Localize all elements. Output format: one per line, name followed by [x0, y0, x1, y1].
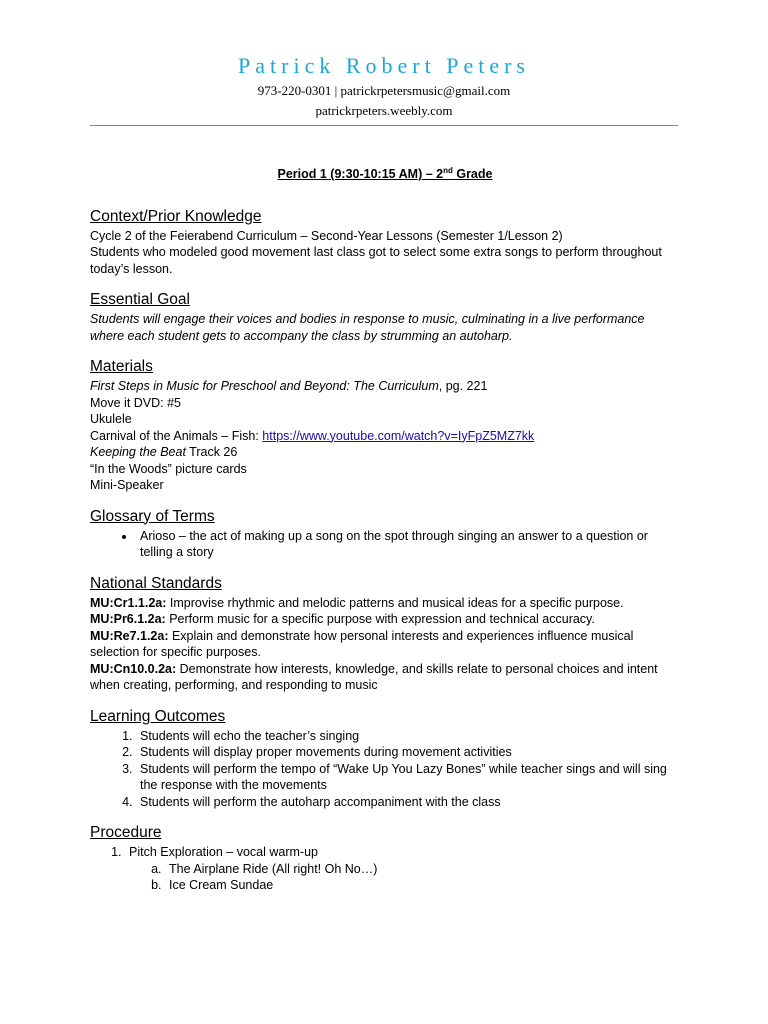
procedure-substeps — [129, 861, 680, 894]
outcome-item: 3. Students will perform the tempo of “Wake Up You Lazy Bones” while teacher sings and will sing the response with the movements — [136, 761, 680, 794]
standard-item: MU:Cr1.1.2a: Improvise rhythmic and melodic patterns and musical ideas for a specific purpose. — [90, 595, 624, 610]
material-picture-cards: “In the Woods” picture cards — [90, 461, 247, 476]
procedure-step: 1. Pitch Exploration – vocal warm-up a. The Airplane Ride (All right! Oh No…) b. Ice Cream Sundae — [125, 844, 680, 894]
outcome-item: 2. Students will display proper movements during movement activities — [136, 744, 680, 761]
standard-item: MU:Re7.1.2a: Explain and demonstrate how personal interests and experiences influence musical selection for specific purposes. — [90, 628, 634, 659]
contact-line: 973-220-0301 | patrickrpetersmusic@gmail.com — [257, 83, 511, 98]
material-speaker: Mini-Speaker — [90, 478, 164, 492]
outcomes-heading: Learning Outcomes — [90, 707, 226, 725]
goal-section — [90, 290, 680, 344]
standard-item: MU:Pr6.1.2a: Perform music for a specific purpose with expression and technical accuracy. — [90, 612, 595, 626]
material-ukulele: Ukulele — [90, 412, 132, 426]
procedure-heading: Procedure — [90, 824, 162, 841]
header-divider — [90, 125, 678, 126]
procedure-list — [90, 844, 680, 894]
glossary-list — [90, 528, 680, 561]
material-keeping-beat: Keeping the Beat Track 26 — [90, 445, 238, 459]
context-heading: Context/Prior Knowledge — [90, 207, 262, 225]
outcomes-section — [90, 707, 680, 811]
material-dvd: Move it DVD: #5 — [90, 395, 182, 410]
materials-heading: Materials — [90, 358, 153, 375]
standards-heading: National Standards — [90, 574, 222, 592]
outcome-item: 1. Students will echo the teacher’s singing — [136, 728, 680, 745]
context-line: Cycle 2 of the Feierabend Curriculum – Second-Year Lessons (Semester 1/Lesson 2) — [90, 228, 563, 243]
letterhead — [90, 52, 678, 120]
goal-heading: Essential Goal — [90, 291, 190, 308]
material-book: First Steps in Music for Preschool and Beyond: The Curriculum, pg. 221 — [90, 379, 488, 393]
context-section — [90, 207, 680, 278]
context-line: Students who modeled good movement last class got to select some extra songs to perform throughout today’s lesson. — [90, 245, 662, 276]
author-name: Patrick Robert Peters — [238, 53, 530, 78]
outcome-item: 4. Students will perform the autoharp accompaniment with the class — [136, 794, 680, 811]
glossary-item: • Arioso – the act of making up a song on the spot through singing an answer to a question or telling a story — [136, 528, 680, 561]
standard-item: MU:Cn10.0.2a: Demonstrate how interests, knowledge, and skills relate to personal choices and intent when creating, performing, and responding to music — [90, 661, 658, 692]
procedure-substep: b. Ice Cream Sundae — [165, 877, 680, 894]
procedure-substep: a. The Airplane Ride (All right! Oh No…) — [165, 861, 680, 878]
document-body — [90, 160, 680, 907]
goal-text: Students will engage their voices and bodies in response to music, culminating in a live performance where each student gets to accompany the class by strumming an autoharp. — [90, 312, 645, 343]
standards-section — [90, 574, 680, 694]
material-carnival: Carnival of the Animals – Fish: https://www.youtube.com/watch?v=IyFpZ5MZ7kk — [90, 428, 535, 443]
youtube-link[interactable]: https://www.youtube.com/watch?v=IyFpZ5MZ7kk — [262, 428, 535, 443]
website-line: patrickrpeters.weebly.com — [315, 103, 453, 118]
procedure-section — [90, 823, 680, 894]
glossary-section — [90, 507, 680, 561]
materials-section — [90, 357, 680, 494]
period-heading: Period 1 (9:30-10:15 AM) – 2nd Grade — [277, 165, 493, 181]
glossary-heading: Glossary of Terms — [90, 507, 215, 525]
outcomes-list — [90, 728, 680, 811]
